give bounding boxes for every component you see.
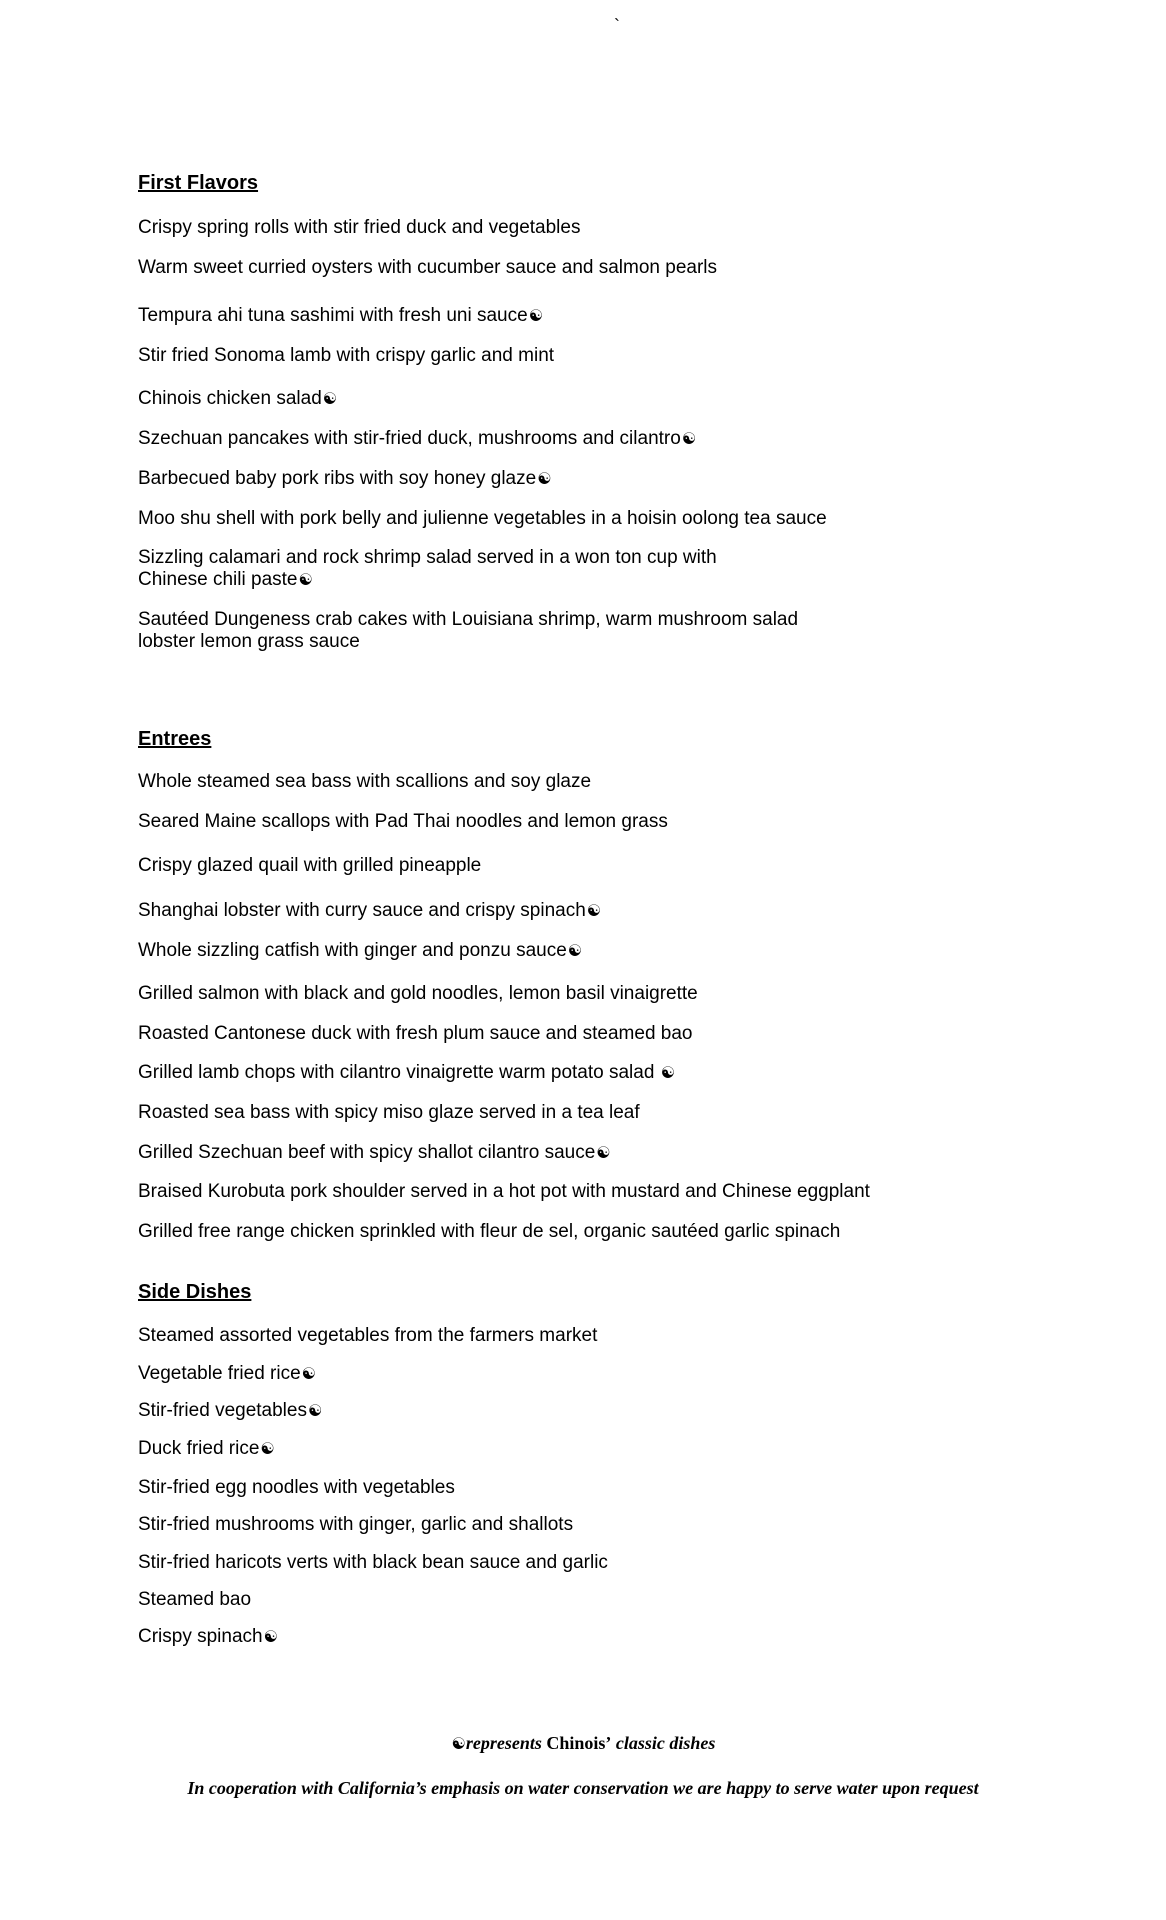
menu-item: Whole steamed sea bass with scallions and soy glaze [138, 771, 592, 792]
water-conservation-note: In cooperation with California’s emphasis on water conservation we are happy to serve water upon request [187, 1778, 979, 1798]
menu-item: Sautéed Dungeness crab cakes with Louisiana shrimp, warm mushroom salad [138, 609, 799, 630]
menu-item: Chinese chili paste☯ [138, 569, 313, 590]
menu-item: Steamed assorted vegetables from the farmers market [138, 1325, 598, 1346]
classic-dish-icon: ☯ [567, 943, 583, 960]
menu-item: Duck fried rice☯ [138, 1438, 275, 1459]
menu-item: Shanghai lobster with curry sauce and crispy spinach☯ [138, 900, 602, 921]
menu-item: Grilled free range chicken sprinkled with fleur de sel, organic sautéed garlic spinach [138, 1221, 841, 1242]
menu-item: Grilled salmon with black and gold noodles, lemon basil vinaigrette [138, 983, 698, 1004]
classic-dish-icon: ☯ [596, 1145, 611, 1162]
classic-dish-icon: ☯ [681, 431, 697, 448]
classic-dish-icon: ☯ [660, 1065, 676, 1082]
menu-item: Crispy spring rolls with stir fried duck and vegetables [138, 217, 581, 238]
menu-item: Barbecued baby pork ribs with soy honey glaze☯ [138, 468, 552, 489]
side-dishes-section [138, 1281, 1038, 1647]
menu-item: Stir fried Sonoma lamb with crispy garlic and mint [138, 345, 555, 366]
entrees-heading: Entrees [138, 728, 212, 750]
classic-dish-icon: ☯ [451, 1736, 466, 1753]
menu-item: Braised Kurobuta pork shoulder served in a hot pot with mustard and Chinese eggplant [138, 1181, 870, 1202]
menu-item: Whole sizzling catfish with ginger and ponzu sauce☯ [138, 940, 583, 961]
menu-item: Warm sweet curried oysters with cucumber sauce and salmon pearls [138, 257, 718, 278]
classic-dish-icon: ☯ [263, 1629, 278, 1646]
menu-item: Seared Maine scallops with Pad Thai noodles and lemon grass [138, 811, 668, 832]
menu-item: Stir-fried egg noodles with vegetables [138, 1477, 455, 1498]
side-dishes-heading: Side Dishes [138, 1281, 252, 1303]
classic-dish-icon: ☯ [537, 471, 552, 488]
menu-item: Roasted Cantonese duck with fresh plum sauce and steamed bao [138, 1023, 693, 1044]
classic-dishes-legend: ☯represents Chinois’ classic dishes [451, 1733, 716, 1753]
menu-item: Stir-fried mushrooms with ginger, garlic and shallots [138, 1514, 574, 1535]
classic-dish-icon: ☯ [301, 1366, 317, 1383]
menu-item: Stir-fried haricots verts with black bean sauce and garlic [138, 1552, 608, 1573]
menu-item: Tempura ahi tuna sashimi with fresh uni sauce☯ [138, 305, 544, 326]
menu-item: Roasted sea bass with spicy miso glaze served in a tea leaf [138, 1102, 640, 1123]
menu-item: Crispy spinach☯ [138, 1626, 278, 1647]
classic-dish-icon: ☯ [322, 391, 338, 408]
menu-item: Chinois chicken salad☯ [138, 388, 338, 409]
menu-item: Szechuan pancakes with stir-fried duck, mushrooms and cilantro☯ [138, 428, 697, 449]
menu-item: Sizzling calamari and rock shrimp salad served in a won ton cup with [138, 547, 717, 568]
menu-item: Grilled lamb chops with cilantro vinaigrette warm potato salad ☯ [138, 1062, 676, 1083]
classic-dish-icon: ☯ [586, 903, 602, 920]
menu-item: Vegetable fried rice☯ [138, 1363, 317, 1384]
classic-dish-icon: ☯ [298, 572, 313, 589]
menu-item: Grilled Szechuan beef with spicy shallot cilantro sauce☯ [138, 1142, 611, 1163]
top-mark: ` [614, 16, 620, 36]
menu-item: Moo shu shell with pork belly and julienne vegetables in a hoisin oolong tea sauce [138, 508, 827, 529]
classic-dish-icon: ☯ [307, 1403, 323, 1420]
first-flavors-heading: First Flavors [138, 172, 259, 194]
classic-dish-icon: ☯ [260, 1441, 275, 1458]
first-flavors-section [138, 172, 1038, 652]
menu-item: Steamed bao [138, 1589, 252, 1610]
menu-item: lobster lemon grass sauce [138, 631, 360, 652]
menu-item: Stir-fried vegetables☯ [138, 1400, 323, 1421]
entrees-section [138, 728, 1038, 1242]
classic-dish-icon: ☯ [528, 308, 544, 325]
menu-item: Crispy glazed quail with grilled pineapple [138, 855, 482, 876]
